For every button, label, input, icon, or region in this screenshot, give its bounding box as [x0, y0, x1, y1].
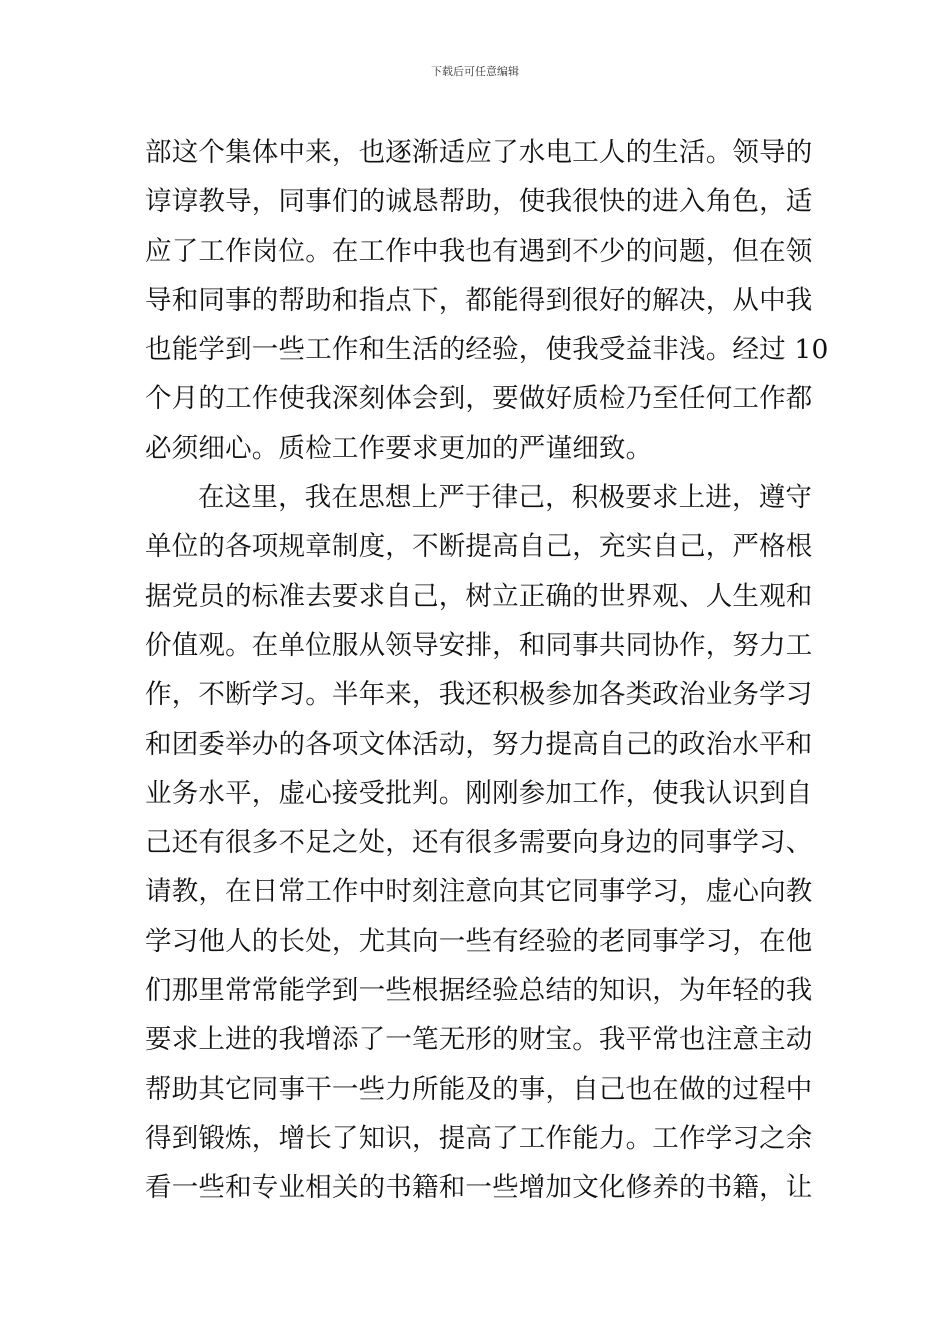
- text-line: 帮助其它同事干一些力所能及的事，自己也在做的过程中: [145, 1073, 813, 1105]
- text-line: 部这个集体中来，也逐渐适应了水电工人的生活。领导的: [145, 137, 813, 168]
- text-line: 单位的各项规章制度，不断提高自己，充实自己，严格根: [145, 531, 813, 563]
- page-header: 下载后可任意编辑: [431, 65, 519, 78]
- paragraph-1: [145, 128, 829, 473]
- text-line: 作，不断学习。半年来，我还积极参加各类政治业务学习: [145, 679, 813, 711]
- text-line: 谆谆教导，同事们的诚恳帮助，使我很快的进入角色，适: [145, 186, 813, 218]
- text-line: 要求上进的我增添了一笔无形的财宝。我平常也注意主动: [145, 1024, 813, 1056]
- text-line: 在这里，我在思想上严于律己，积极要求上进，遵守: [198, 482, 813, 514]
- text-line: 价值观。在单位服从领导安排，和同事共同协作，努力工: [145, 629, 813, 661]
- text-line: 学习他人的长处，尤其向一些有经验的老同事学习，在他: [145, 925, 813, 957]
- text-line: 业务水平，虚心接受批判。刚刚参加工作，使我认识到自: [145, 777, 813, 809]
- text-line: 个月的工作使我深刻体会到，要做好质检乃至任何工作都: [145, 383, 813, 415]
- text-line: 据党员的标准去要求自己，树立正确的世界观、人生观和: [145, 580, 813, 612]
- paragraph-2: [145, 473, 815, 1262]
- text-line: [145, 1213, 815, 1262]
- text-line: 们那里常常能学到一些根据经验总结的知识，为年轻的我: [145, 975, 813, 1007]
- text-line: 己还有很多不足之处，还有很多需要向身边的同事学习、: [145, 827, 813, 859]
- text-line: 看一些和专业相关的书籍和一些增加文化修养的书籍，让: [145, 1172, 813, 1204]
- document-body: [145, 128, 829, 1262]
- text-line: 和团委举办的各项文体活动，努力提高自己的政治水平和: [145, 728, 813, 760]
- text-line: 应了工作岗位。在工作中我也有遇到不少的问题，但在领: [145, 235, 813, 267]
- text-line: 导和同事的帮助和指点下，都能得到很好的解决，从中我: [145, 284, 813, 316]
- text-line: 必须细心。质检工作要求更加的严谨细致。: [145, 432, 653, 464]
- text-line: 也能学到一些工作和生活的经验，使我受益非浅。经过 10: [145, 334, 829, 366]
- text-line: 请教，在日常工作中时刻注意向其它同事学习，虚心向教: [145, 876, 813, 908]
- text-line: 得到锻炼，增长了知识，提高了工作能力。工作学习之余: [145, 1122, 813, 1154]
